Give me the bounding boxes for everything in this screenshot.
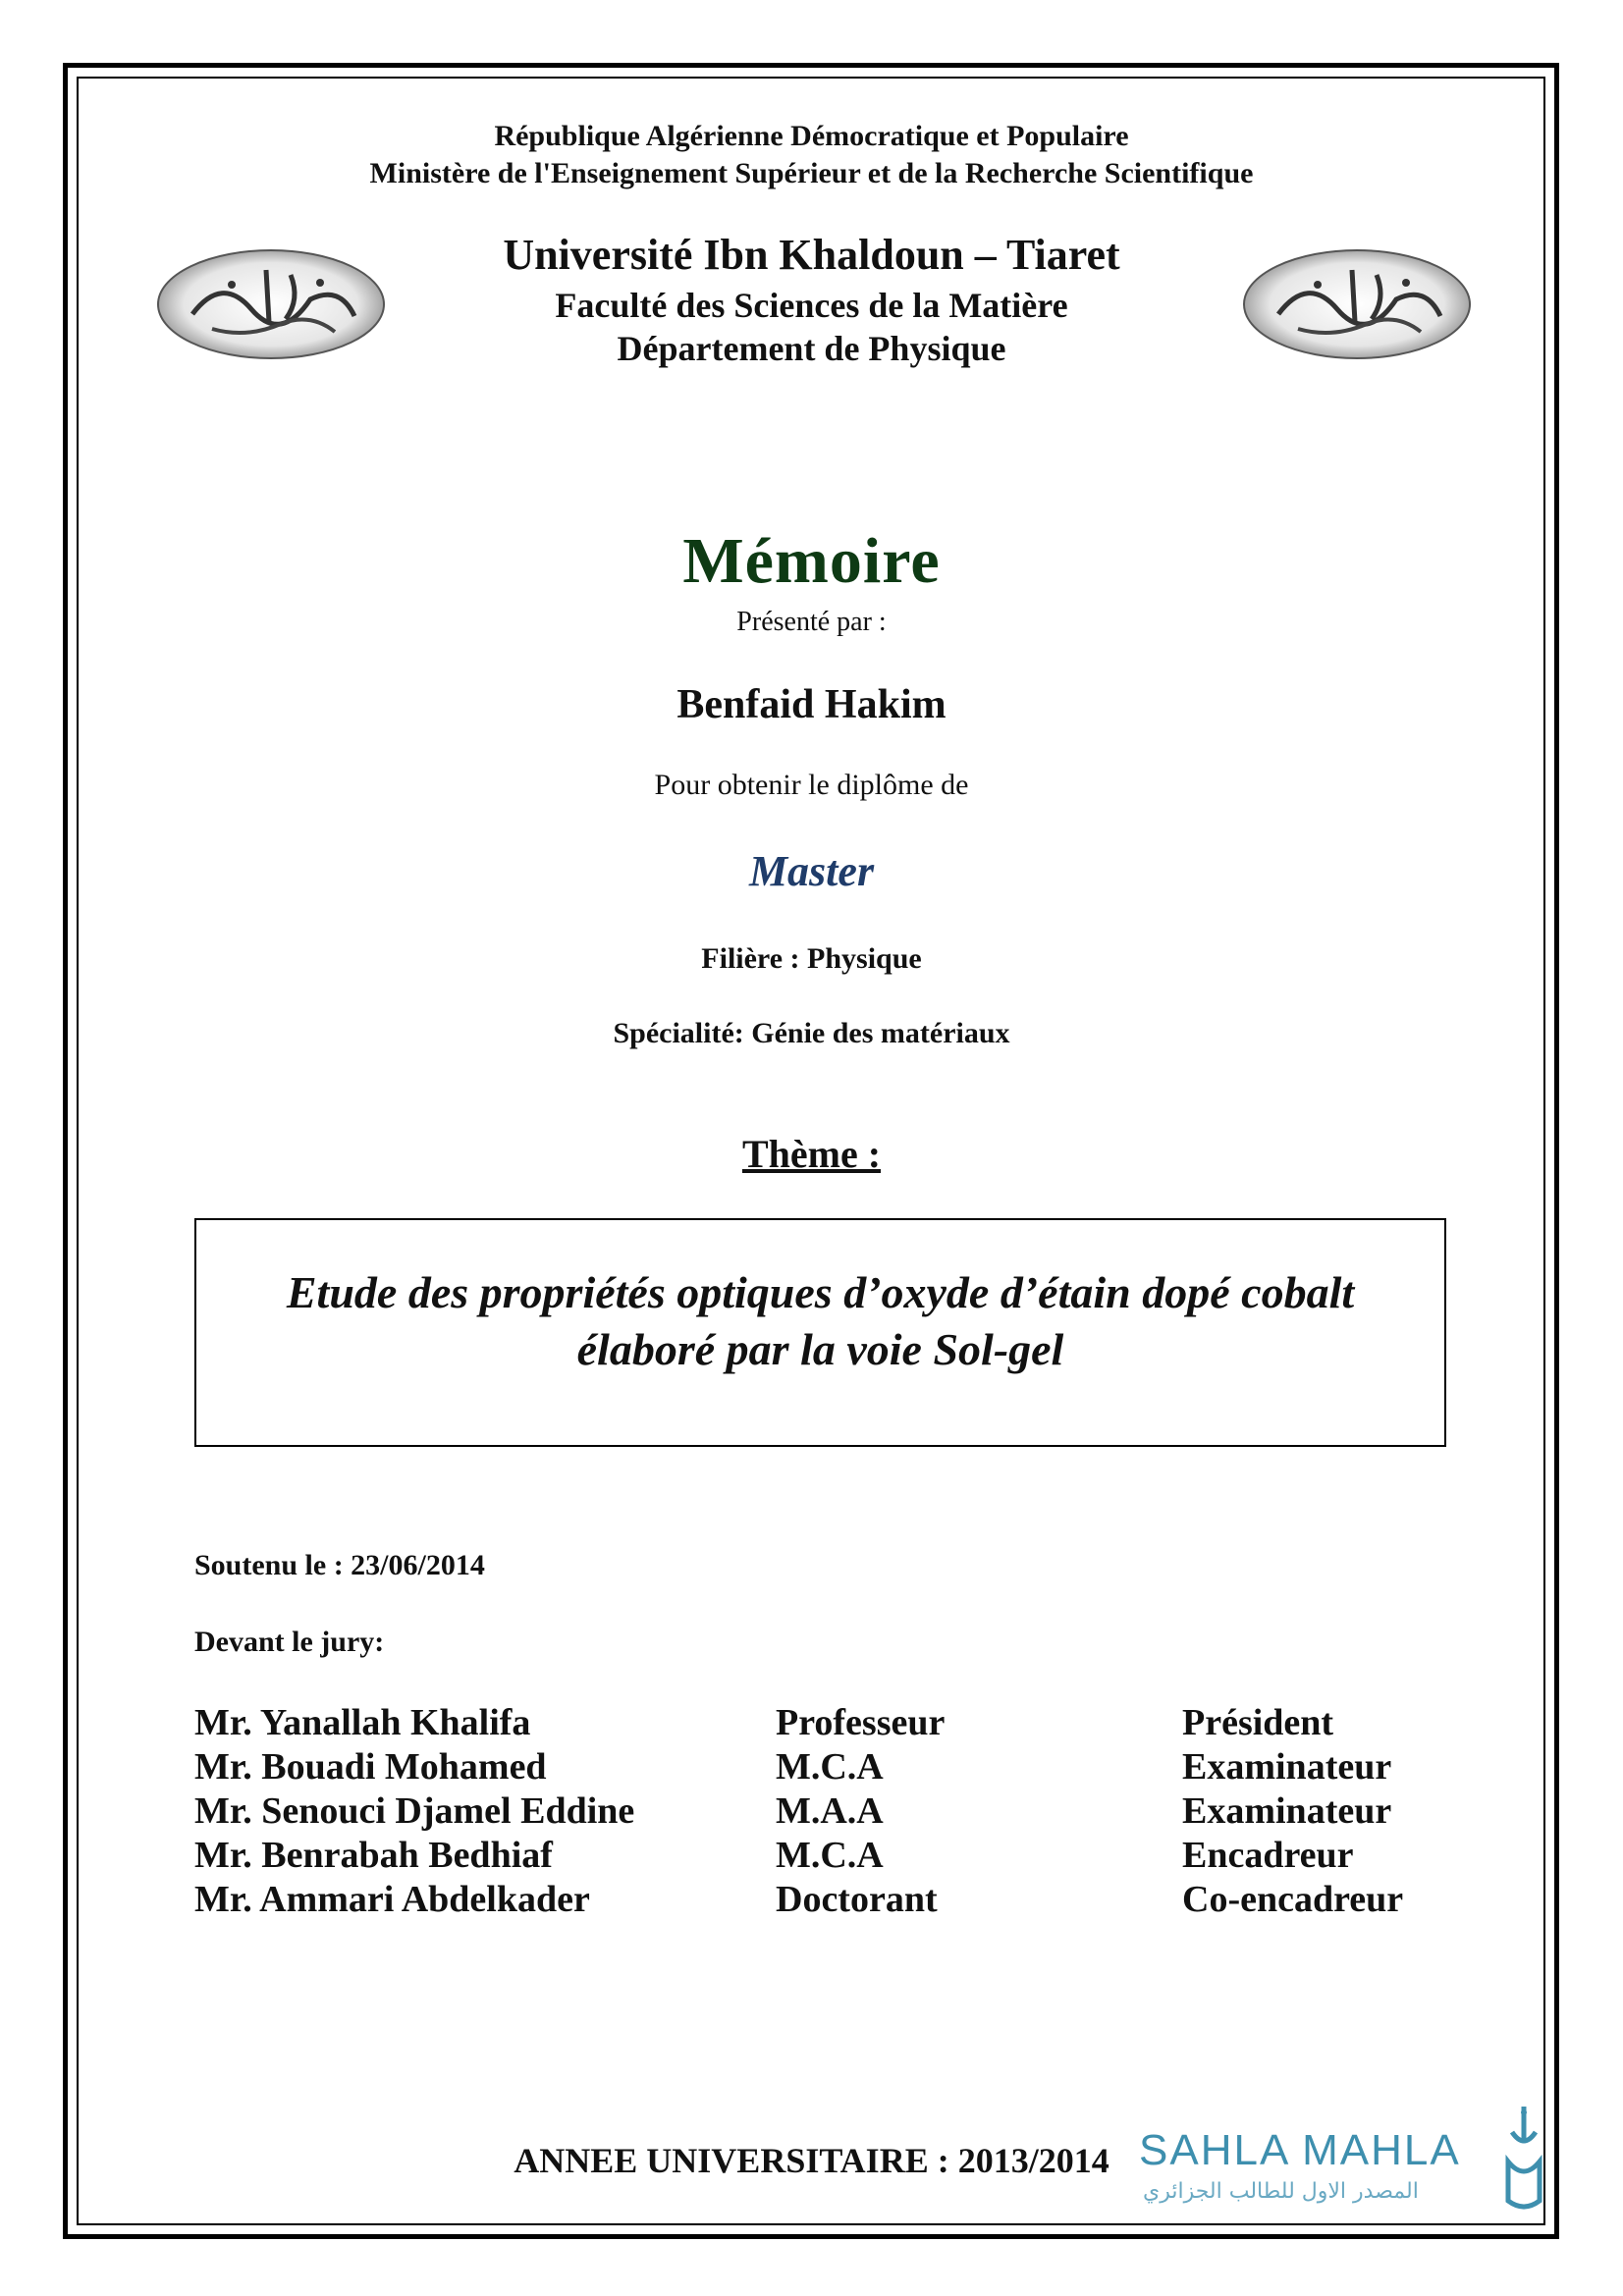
- academic-year: ANNEE UNIVERSITAIRE : 2013/2014: [514, 2141, 1109, 2180]
- jury-member-role: Co-encadreur: [1182, 1879, 1404, 1920]
- sahla-mahla-watermark[interactable]: [1139, 2126, 1551, 2224]
- jury-member-name: Mr. Bouadi Mohamed: [194, 1746, 547, 1788]
- author-name: Benfaid Hakim: [676, 682, 947, 727]
- jury-row: [194, 1745, 1471, 1789]
- republic-line: République Algérienne Démocratique et Populaire: [494, 120, 1129, 152]
- jury-row: [194, 1789, 1471, 1834]
- jury-member-role: Examinateur: [1182, 1790, 1392, 1832]
- jury-member-role: Encadreur: [1182, 1835, 1354, 1876]
- degree-name: Master: [748, 847, 875, 895]
- jury-member-name: Mr. Ammari Abdelkader: [194, 1879, 590, 1920]
- theme-label: Thème :: [741, 1132, 882, 1176]
- jury-row: [194, 1834, 1471, 1878]
- watermark-tagline: المصدر الاول للطالب الجزائري: [1143, 2179, 1419, 2204]
- ministry-line: Ministère de l'Enseignement Supérieur et de la Recherche Scientifique: [369, 157, 1254, 189]
- theme-title: [196, 1264, 1444, 1378]
- university-name: Université Ibn Khaldoun – Tiaret: [503, 231, 1120, 279]
- defense-date: Soutenu le : 23/06/2014: [194, 1549, 485, 1581]
- jury-row: [194, 1701, 1471, 1745]
- jury-member-rank: M.C.A: [776, 1835, 884, 1876]
- jury-member-role: Examinateur: [1182, 1746, 1392, 1788]
- jury-label: Devant le jury:: [194, 1626, 385, 1658]
- specialty-line: Spécialité: Génie des matériaux: [613, 1017, 1010, 1049]
- jury-row: [194, 1878, 1471, 1922]
- jury-member-name: Mr. Yanallah Khalifa: [194, 1702, 531, 1743]
- theme-title-line-1: Etude des propriétés optiques d’oxyde d’étain dopé cobalt: [286, 1267, 1355, 1317]
- diploma-intro: Pour obtenir le diplôme de: [654, 769, 969, 801]
- field-line: Filière : Physique: [701, 942, 922, 975]
- jury-member-rank: M.A.A: [776, 1790, 884, 1832]
- jury-member-rank: Doctorant: [776, 1879, 938, 1920]
- watermark-brand: SAHLA MAHLA: [1139, 2126, 1461, 2174]
- jury-member-name: Mr. Benrabah Bedhiaf: [194, 1835, 553, 1876]
- presented-by-label: Présenté par :: [736, 607, 887, 637]
- jury-table: [194, 1701, 1471, 1922]
- theme-box: [194, 1218, 1446, 1447]
- jury-member-role: Président: [1182, 1702, 1334, 1743]
- department-name: Département de Physique: [617, 329, 1006, 368]
- theme-title-line-2: élaboré par la voie Sol-gel: [576, 1324, 1064, 1374]
- calligraphy-logo-icon: [1498, 2103, 1549, 2218]
- jury-member-rank: Professeur: [776, 1702, 946, 1743]
- faculty-name: Faculté des Sciences de la Matière: [555, 286, 1068, 325]
- jury-member-rank: M.C.A: [776, 1746, 884, 1788]
- jury-member-name: Mr. Senouci Djamel Eddine: [194, 1790, 635, 1832]
- document-type-title: Mémoire: [682, 525, 941, 597]
